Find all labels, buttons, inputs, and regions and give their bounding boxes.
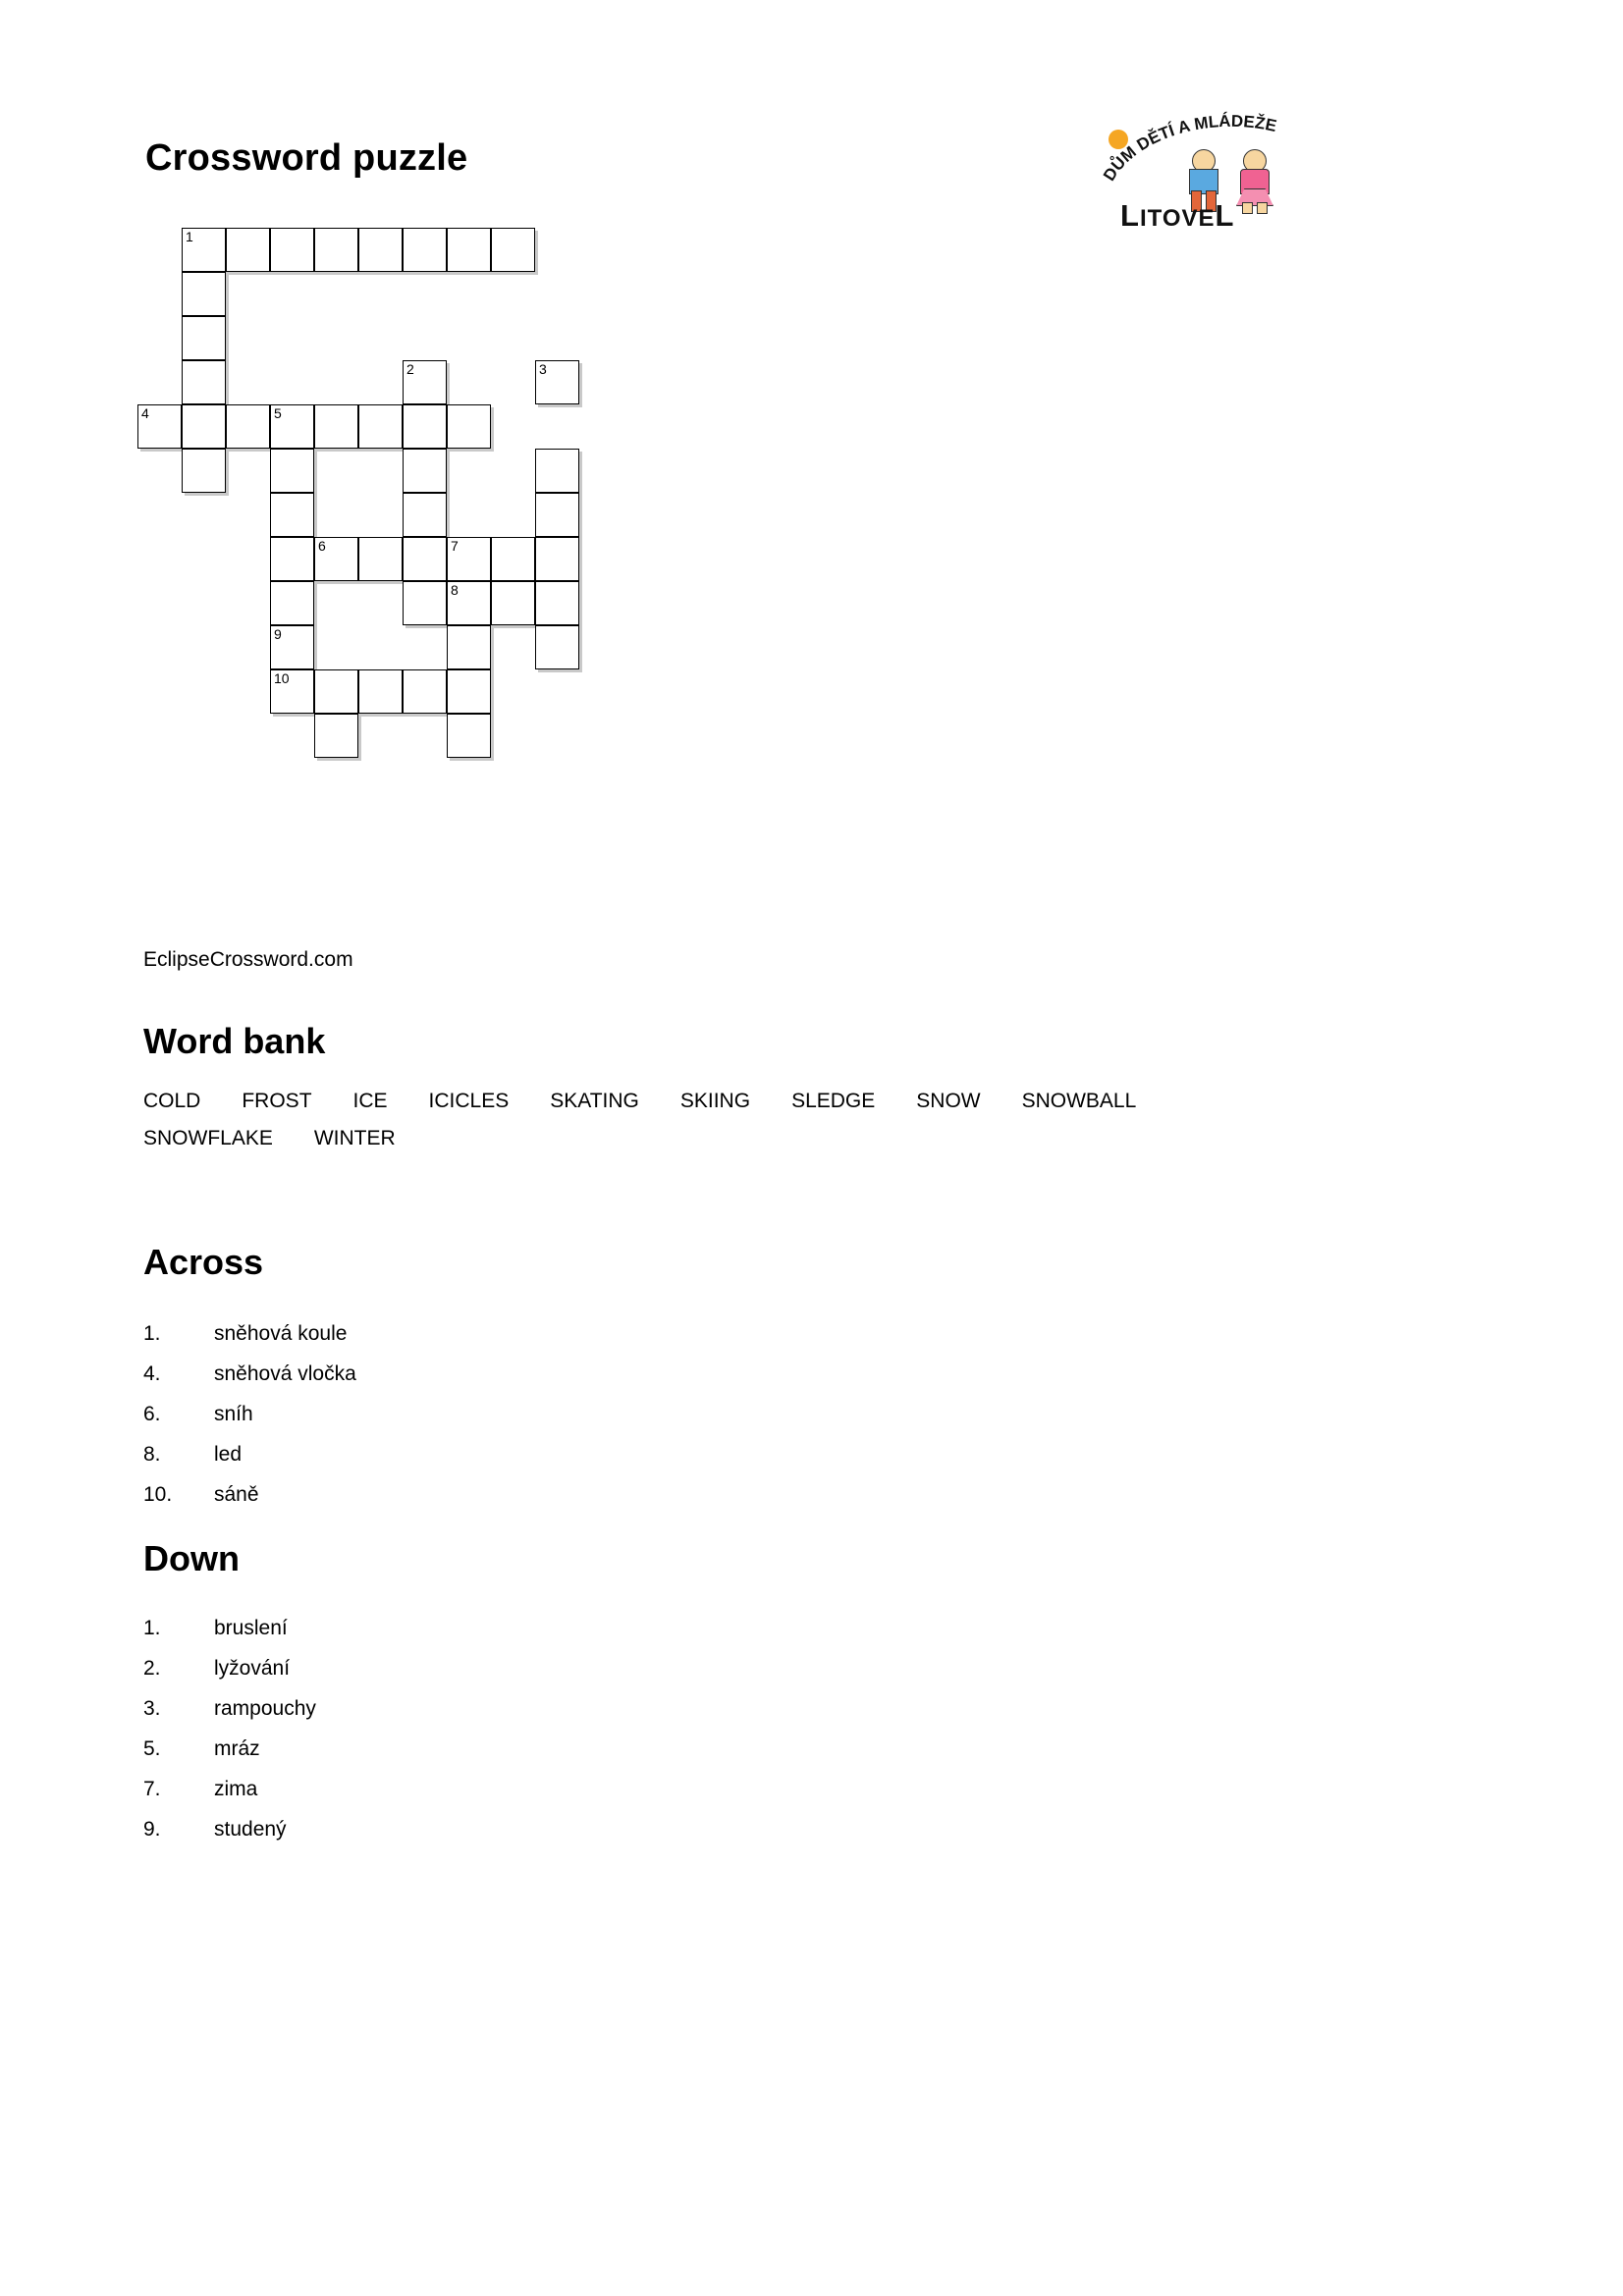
crossword-cell[interactable] <box>270 625 314 669</box>
across-clue-number: 10. <box>143 1483 173 1506</box>
down-clue-number: 1. <box>143 1617 161 1639</box>
word-bank-heading: Word bank <box>143 1021 326 1061</box>
word-bank-word: SNOW <box>916 1090 981 1112</box>
down-clue <box>143 1729 316 1769</box>
crossword-cell[interactable] <box>403 581 447 625</box>
girl-figure-icon <box>1232 149 1275 210</box>
crossword-cell[interactable] <box>182 449 226 493</box>
down-clue-text: studený <box>214 1818 287 1841</box>
crossword-cell[interactable] <box>491 228 535 272</box>
crossword-cell[interactable] <box>137 404 182 449</box>
across-clue-text: sníh <box>214 1403 253 1425</box>
crossword-cell[interactable] <box>447 714 491 758</box>
crossword-cell[interactable] <box>403 228 447 272</box>
word-bank-word: SNOWFLAKE <box>143 1127 273 1149</box>
down-clue-text: bruslení <box>214 1617 288 1639</box>
word-bank-word: SKIING <box>679 1090 751 1112</box>
crossword-cell-number: 8 <box>451 582 459 598</box>
crossword-cell[interactable] <box>358 404 403 449</box>
down-clue-list <box>143 1608 316 1849</box>
down-clue-text: rampouchy <box>214 1697 316 1720</box>
across-clue-list <box>143 1313 356 1515</box>
crossword-cell[interactable] <box>447 228 491 272</box>
crossword-cell[interactable] <box>447 404 491 449</box>
down-clue-number: 5. <box>143 1737 161 1760</box>
crossword-cell[interactable] <box>182 404 226 449</box>
crossword-cell-number: 5 <box>274 405 282 421</box>
across-heading: Across <box>143 1242 264 1282</box>
crossword-cell-number: 3 <box>539 361 547 377</box>
crossword-cell[interactable] <box>226 404 270 449</box>
crossword-cell-number: 2 <box>406 361 414 377</box>
down-clue-number: 7. <box>143 1778 161 1800</box>
down-clue <box>143 1769 316 1809</box>
across-clue-number: 4. <box>143 1362 161 1385</box>
crossword-cell[interactable] <box>314 669 358 714</box>
crossword-cell[interactable] <box>270 493 314 537</box>
word-bank-row <box>143 1090 1420 1113</box>
crossword-cell[interactable] <box>314 714 358 758</box>
crossword-cell[interactable] <box>403 669 447 714</box>
word-bank-word: ICE <box>352 1090 388 1112</box>
crossword-cell[interactable] <box>403 360 447 404</box>
crossword-cell[interactable] <box>270 404 314 449</box>
crossword-cell[interactable] <box>314 228 358 272</box>
crossword-cell[interactable] <box>535 449 579 493</box>
crossword-cell[interactable] <box>447 537 491 581</box>
crossword-cell[interactable] <box>535 493 579 537</box>
logo-wordmark-l: L <box>1120 198 1140 233</box>
down-clue <box>143 1809 316 1849</box>
crossword-cell[interactable] <box>447 581 491 625</box>
crossword-cell[interactable] <box>403 404 447 449</box>
word-bank-word: FROST <box>242 1090 312 1112</box>
crossword-cell[interactable] <box>403 537 447 581</box>
crossword-cell[interactable] <box>535 360 579 404</box>
across-clue <box>143 1313 356 1354</box>
crossword-cell[interactable] <box>358 228 403 272</box>
crossword-cell-number: 10 <box>274 670 290 686</box>
crossword-cell[interactable] <box>491 537 535 581</box>
crossword-cell[interactable] <box>270 581 314 625</box>
crossword-cell[interactable] <box>535 625 579 669</box>
crossword-cell[interactable] <box>358 669 403 714</box>
crossword-cell-number: 6 <box>318 538 326 554</box>
down-clue <box>143 1608 316 1648</box>
down-clue-text: mráz <box>214 1737 260 1760</box>
word-bank-row <box>143 1127 1420 1150</box>
across-clue-number: 6. <box>143 1403 161 1425</box>
down-clue-text: zima <box>214 1778 258 1800</box>
crossword-cell[interactable] <box>491 581 535 625</box>
across-clue-number: 1. <box>143 1322 161 1345</box>
down-clue-text: lyžování <box>214 1657 291 1680</box>
across-clue <box>143 1434 356 1474</box>
crossword-cell[interactable] <box>270 669 314 714</box>
across-clue <box>143 1354 356 1394</box>
crossword-cell[interactable] <box>270 449 314 493</box>
down-clue <box>143 1688 316 1729</box>
svg-text:DŮM DĚTÍ A MLÁDEŽE: DŮM DĚTÍ A MLÁDEŽE <box>1099 111 1278 185</box>
crossword-cell[interactable] <box>182 228 226 272</box>
across-clue <box>143 1394 356 1434</box>
crossword-cell[interactable] <box>270 228 314 272</box>
crossword-cell[interactable] <box>535 537 579 581</box>
word-bank-word: ICICLES <box>428 1090 510 1112</box>
crossword-cell-number: 7 <box>451 538 459 554</box>
logo <box>1085 108 1370 245</box>
crossword-cell[interactable] <box>314 404 358 449</box>
crossword-cell[interactable] <box>535 581 579 625</box>
across-clue-number: 8. <box>143 1443 161 1466</box>
crossword-cell[interactable] <box>226 228 270 272</box>
across-clue-text: sněhová koule <box>214 1322 348 1345</box>
word-bank-word: SLEDGE <box>791 1090 876 1112</box>
crossword-cell-number: 4 <box>141 405 149 421</box>
crossword-cell[interactable] <box>447 669 491 714</box>
crossword-cell[interactable] <box>447 625 491 669</box>
across-clue-text: led <box>214 1443 243 1466</box>
crossword-cell[interactable] <box>182 272 226 316</box>
down-heading: Down <box>143 1538 240 1578</box>
page-title: Crossword puzzle <box>145 137 468 179</box>
word-bank-word: COLD <box>143 1090 201 1112</box>
credit-text: EclipseCrossword.com <box>143 948 353 971</box>
crossword-cell[interactable] <box>403 493 447 537</box>
logo-wordmark-end: L <box>1215 198 1235 233</box>
crossword-cell-number: 1 <box>186 229 193 244</box>
crossword-cell[interactable] <box>182 360 226 404</box>
crossword-cell-number: 9 <box>274 626 282 642</box>
word-bank-list <box>143 1090 1420 1164</box>
crossword-cell[interactable] <box>314 537 358 581</box>
across-clue-text: sáně <box>214 1483 259 1506</box>
down-clue <box>143 1648 316 1688</box>
across-clue-text: sněhová vločka <box>214 1362 356 1385</box>
logo-wordmark <box>1120 198 1234 234</box>
down-clue-number: 9. <box>143 1818 161 1841</box>
crossword-cell[interactable] <box>182 316 226 360</box>
across-clue <box>143 1474 356 1515</box>
word-bank-word: SKATING <box>550 1090 639 1112</box>
crossword-cell[interactable] <box>403 449 447 493</box>
crossword-cell[interactable] <box>270 537 314 581</box>
crossword-cell[interactable] <box>358 537 403 581</box>
word-bank-word: WINTER <box>313 1127 396 1149</box>
word-bank-word: SNOWBALL <box>1021 1090 1137 1112</box>
down-clue-number: 3. <box>143 1697 161 1720</box>
down-clue-number: 2. <box>143 1657 161 1680</box>
logo-wordmark-itove: ITOVE <box>1139 205 1216 232</box>
